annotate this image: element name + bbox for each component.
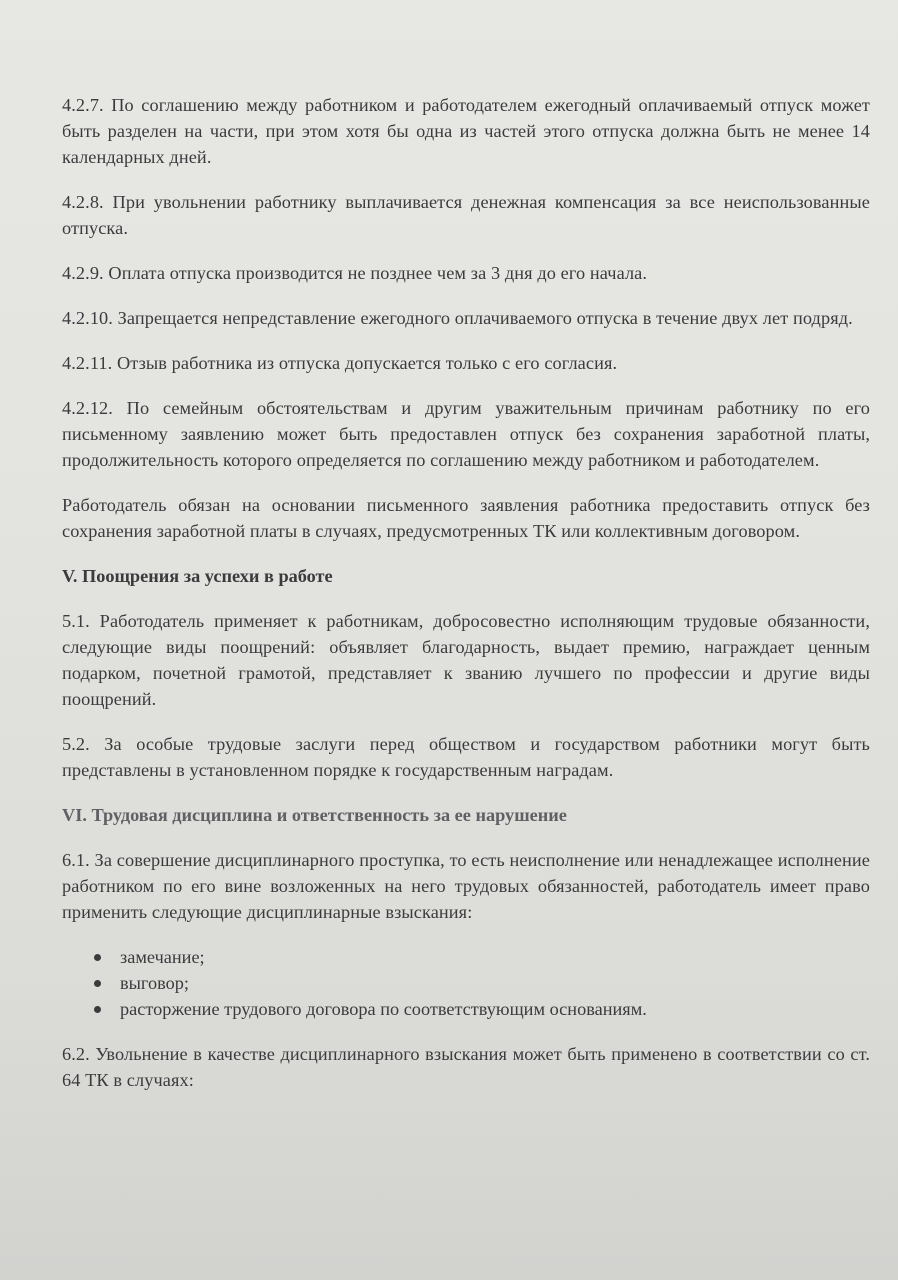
paragraph-4-2-11: 4.2.11. Отзыв работника из отпуска допускается только с его согласия. <box>62 353 618 373</box>
paragraph-5-1: 5.1. Работодатель применяет к работникам, добросовестно исполняющим трудовые обязанности, следующие виды поощрений: объявляет благодарность, выдает премию, награждает ценным подарком, почетной грамотой, представляет к званию лучшего по профессии и другие виды поощрений. <box>62 611 870 709</box>
paragraph-4-2-7: 4.2.7. По соглашению между работником и работодателем ежегодный оплачиваемый отпуск может быть разделен на части, при этом хотя бы одна из частей этого отпуска должна быть не менее 14 календарных дней. <box>62 95 870 167</box>
paragraph-4-2-8: 4.2.8. При увольнении работнику выплачивается денежная компенсация за все неиспользованные отпуска. <box>62 192 870 238</box>
section-6-heading: VI. Трудовая дисциплина и ответственность за ее нарушение <box>62 805 567 825</box>
section-5-heading: V. Поощрения за успехи в работе <box>62 566 333 586</box>
list-item-text: расторжение трудового договора по соответствующим основаниям. <box>120 999 647 1019</box>
paragraph-4-2-10: 4.2.10. Запрещается непредставление ежегодного оплачиваемого отпуска в течение двух лет подряд. <box>62 308 853 328</box>
list-item <box>94 944 870 970</box>
list-item-text: выговор; <box>120 973 189 993</box>
list-item <box>94 970 870 996</box>
sanctions-list <box>62 944 870 1022</box>
bullet-icon <box>94 1006 101 1013</box>
paragraph-4-2-9: 4.2.9. Оплата отпуска производится не позднее чем за 3 дня до его начала. <box>62 263 648 283</box>
paragraph-6-1: 6.1. За совершение дисциплинарного проступка, то есть неисполнение или ненадлежащее исполнение работником по его вине возложенных на него трудовых обязанностей, работодатель имеет право применить следующие дисциплинарные взыскания: <box>62 850 870 922</box>
bullet-icon <box>94 980 101 987</box>
document-page <box>62 92 870 1112</box>
paragraph-6-2: 6.2. Увольнение в качестве дисциплинарного взыскания может быть применено в соответствии со ст. 64 ТК в случаях: <box>62 1044 870 1090</box>
paragraph-5-2: 5.2. За особые трудовые заслуги перед обществом и государством работники могут быть представлены в установленном порядке к государственным наградам. <box>62 734 870 780</box>
paragraph-4-2-12: 4.2.12. По семейным обстоятельствам и другим уважительным причинам работнику по его письменному заявлению может быть предоставлен отпуск без сохранения заработной платы, продолжительность которого определяется по соглашению между работником и работодателем. <box>62 398 870 470</box>
paragraph-employer-obligation: Работодатель обязан на основании письменного заявления работника предоставить отпуск без сохранения заработной платы в случаях, предусмотренных ТК или коллективным договором. <box>62 495 870 541</box>
list-item-text: замечание; <box>120 947 205 967</box>
bullet-icon <box>94 954 101 961</box>
list-item <box>94 996 870 1022</box>
